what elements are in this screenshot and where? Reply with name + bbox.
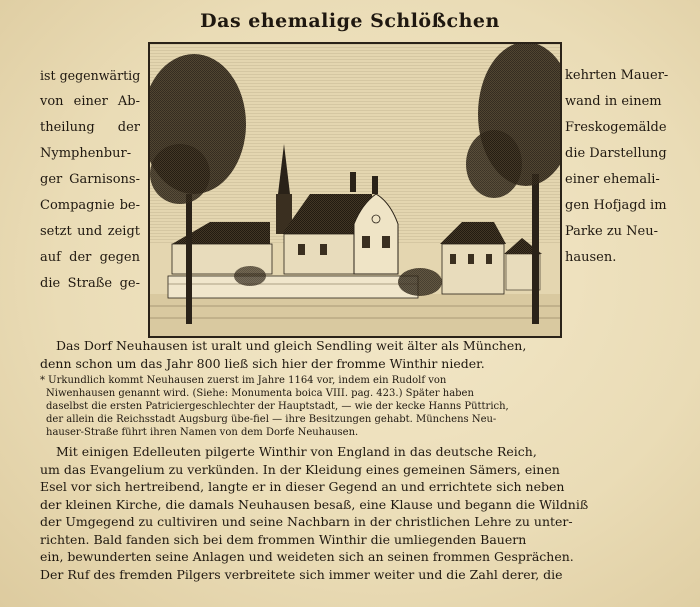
text-line: einer ehemali-	[565, 172, 660, 187]
footnote-line: * Urkundlich kommt Neuhausen zuerst im Jahre 1164 vor, indem ein Rudolf von	[40, 375, 447, 386]
intro-paragraph	[40, 337, 672, 372]
main-text	[40, 337, 672, 583]
text-line: Parke zu Neu-	[565, 224, 659, 239]
text-line: denn schon um das Jahr 800 ließ sich hier der fromme Winthir nieder.	[40, 355, 485, 371]
text-line: theilung der	[40, 120, 140, 135]
text-line: ist gegenwärtig	[40, 68, 141, 83]
text-line: Das Dorf Neuhausen ist uralt und gleich Sendling weit älter als München,	[56, 338, 527, 353]
text-line: kehrten Mauer-	[565, 68, 669, 83]
text-line: die Straße ge-	[40, 276, 140, 291]
text-line: auf der gegen	[40, 250, 140, 265]
text-line: Compagnie be-	[40, 198, 140, 213]
text-line: Freskogemälde	[565, 120, 667, 135]
text-line: setzt und zeigt	[40, 224, 140, 239]
footnote-line: daselbst die ersten Patriciergeschlechter der Hauptstadt, — wie der kecke Hanns Püttrich,	[46, 401, 509, 412]
text-line: gen Hofjagd im	[565, 198, 667, 213]
footnote	[40, 374, 672, 439]
text-line: von einer Ab-	[40, 94, 140, 109]
footnote-line: der allein die Reichsstadt Augsburg übe-fiel — ihre Besitzungen gehabt. Münchens Neu-	[46, 414, 497, 425]
text-line: Mit einigen Edelleuten pilgerte Winthir von England in das deutsche Reich,	[56, 444, 537, 459]
text-line: um das Evangelium zu verkünden. In der Kleidung eines gemeinen Sämers, einen	[40, 461, 560, 477]
text-line: Der Ruf des fremden Pilgers verbreitete sich immer weiter und die Zahl derer, die	[40, 566, 563, 582]
right-text-column	[565, 63, 695, 271]
text-line: Esel vor sich hertreibend, langte er in dieser Gegend an und errichtete sich neben	[40, 479, 565, 494]
text-line: Nymphenbur-	[40, 146, 132, 161]
text-line: der kleinen Kirche, die damals Neuhausen besaß, eine Klause und begann die Wildniß	[40, 496, 589, 512]
text-line: die Darstellung	[565, 146, 667, 161]
illustration-engraving	[148, 42, 562, 338]
page-title: Das ehemalige Schlößchen	[200, 10, 500, 32]
main-paragraph	[40, 443, 672, 583]
text-line: ein, bewunderten seine Anlagen und weideten sich an seinen frommen Gesprächen.	[40, 549, 574, 564]
text-line: ger Garnisons-	[40, 172, 140, 187]
text-line: hausen.	[565, 250, 617, 265]
footnote-line: Niwenhausen genannt wird. (Siehe: Monumenta boica VIII. pag. 423.) Später haben	[46, 388, 474, 399]
text-line: richten. Bald fanden sich bei dem frommen Winthir die umliegenden Bauern	[40, 531, 527, 547]
text-line: wand in einem	[565, 94, 662, 109]
footnote-line: hauser-Straße führt ihren Namen von dem Dorfe Neuhausen.	[46, 427, 359, 438]
text-line: der Umgegend zu cultiviren und seine Nachbarn in der christlichen Lehre zu unter-	[40, 514, 573, 529]
left-text-column	[40, 63, 140, 297]
